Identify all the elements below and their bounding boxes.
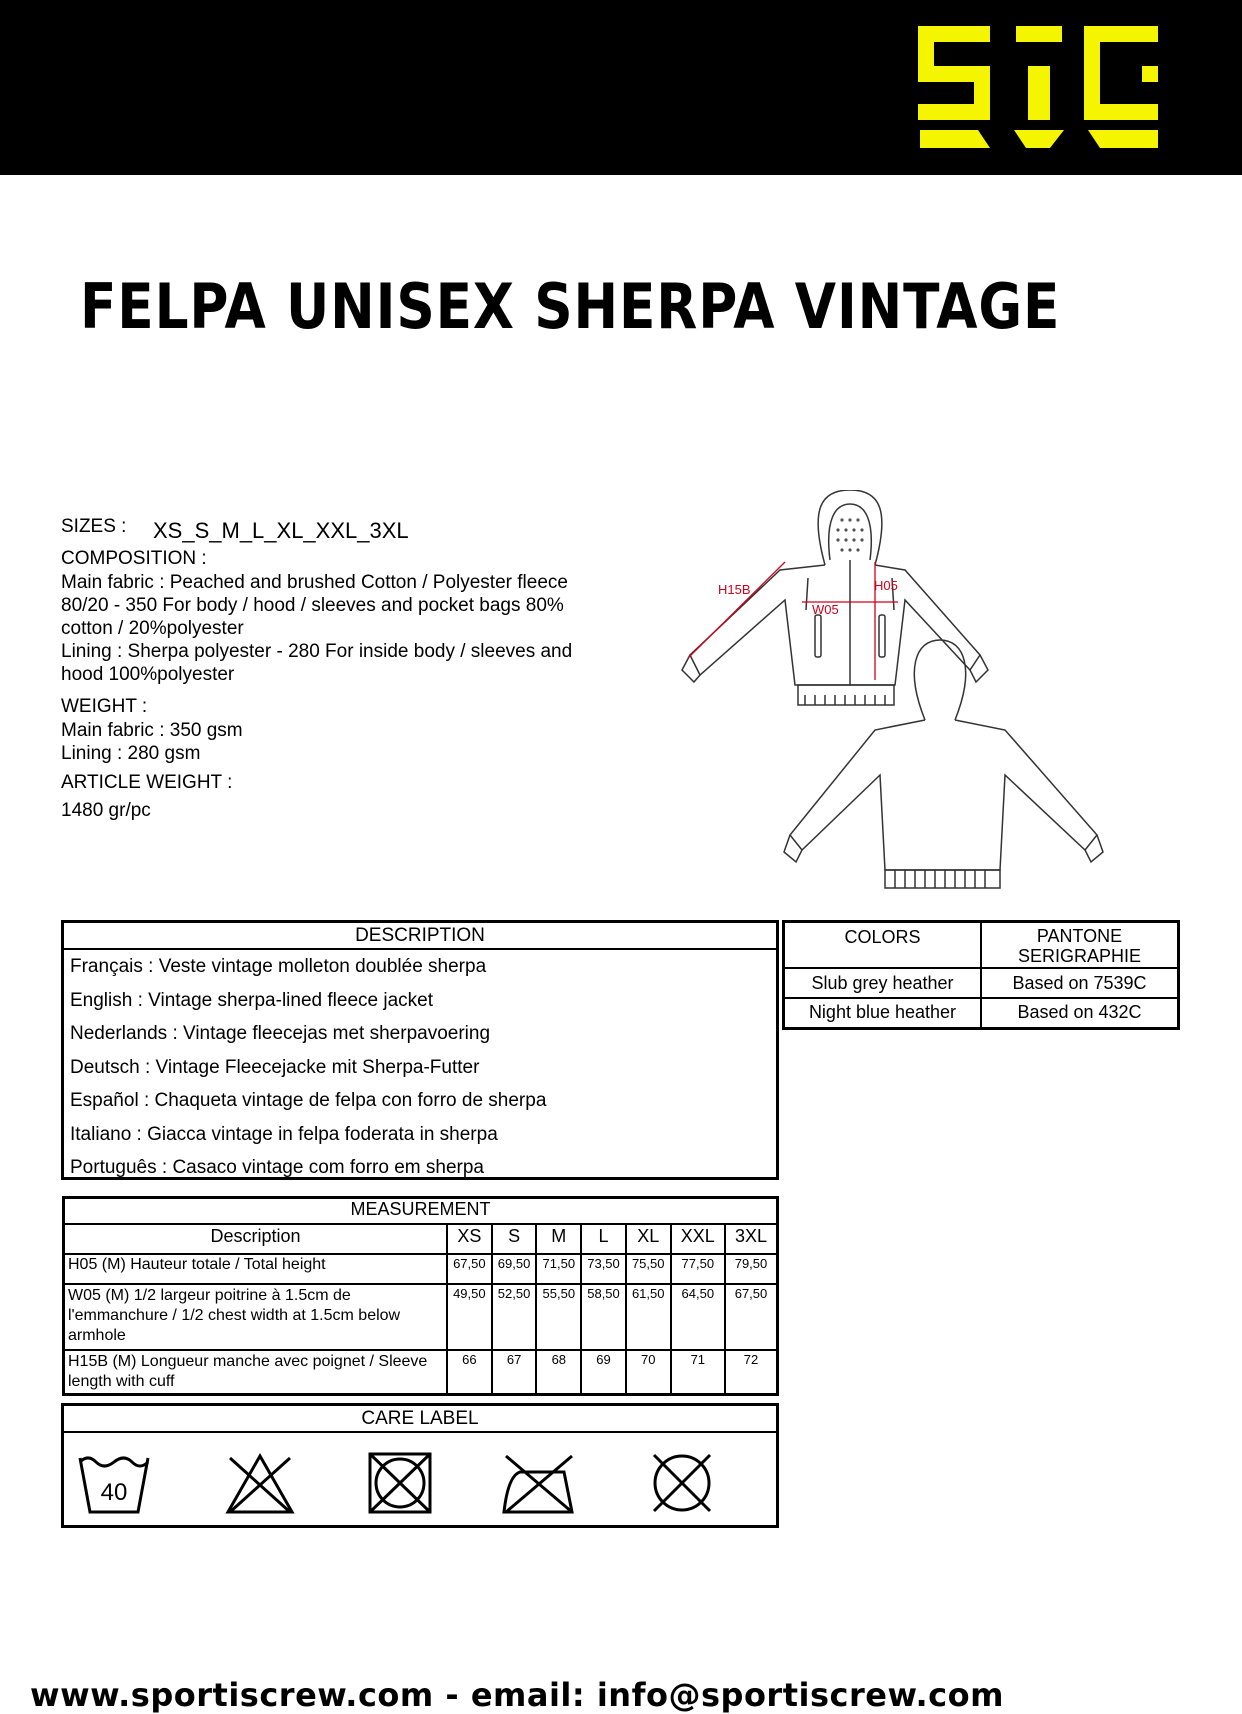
measurement-value: 71,50 (536, 1254, 581, 1284)
care-label-heading: CARE LABEL (64, 1406, 776, 1433)
description-line-nl: Nederlands : Vintage fleecejas met sherpavoering (70, 1023, 491, 1044)
article-weight-value: 1480 gr/pc (61, 800, 151, 821)
size-header: XXL (671, 1224, 725, 1254)
description-box (61, 920, 779, 1180)
description-line-fr: Français : Veste vintage molleton doublée sherpa (70, 956, 487, 977)
measurement-value: 61,50 (626, 1284, 671, 1350)
measurement-value: 66 (447, 1350, 492, 1395)
measurement-value: 67,50 (725, 1284, 778, 1350)
measurement-value: 71 (671, 1350, 725, 1395)
measurement-value: 70 (626, 1350, 671, 1395)
measurement-value: 72 (725, 1350, 778, 1395)
measurement-heading: MEASUREMENT (64, 1198, 778, 1224)
measurement-value: 77,50 (671, 1254, 725, 1284)
no-tumble-dry-icon (362, 1450, 438, 1516)
header-band (0, 0, 1242, 175)
table-row (64, 1284, 778, 1350)
composition-label: COMPOSITION : (61, 548, 207, 569)
colors-table (782, 920, 1180, 1030)
composition-line: hood 100%polyester (61, 664, 235, 685)
measurement-value: 79,50 (725, 1254, 778, 1284)
wash-40-icon (76, 1450, 152, 1516)
colors-heading: COLORS (784, 922, 982, 969)
care-label-box (61, 1403, 779, 1528)
no-iron-icon (500, 1450, 576, 1516)
footer-contact: www.sportiscrew.com - email: info@sportiscrew.com (30, 1676, 1004, 1714)
measurement-value: 55,50 (536, 1284, 581, 1350)
measurement-value: 58,50 (581, 1284, 626, 1350)
no-dry-clean-icon (644, 1450, 720, 1516)
composition-line: 80/20 - 350 For body / hood / sleeves and pocket bags 80% (61, 595, 564, 616)
measurement-value: 49,50 (447, 1284, 492, 1350)
measurement-value: 69 (581, 1350, 626, 1395)
size-header: XS (447, 1224, 492, 1254)
description-line-de: Deutsch : Vintage Fleecejacke mit Sherpa-Futter (70, 1056, 480, 1078)
pantone-heading-line: PANTONE (1036, 926, 1123, 946)
weight-label: WEIGHT : (61, 696, 148, 717)
composition-line: cotton / 20%polyester (61, 618, 244, 639)
measurement-value: 68 (536, 1350, 581, 1395)
description-line-pt: Português : Casaco vintage com forro em sherpa (70, 1157, 484, 1178)
color-pantone: Based on 432C (981, 998, 1179, 1028)
wash-temperature: 40 (100, 1479, 128, 1506)
measurement-value: 64,50 (671, 1284, 725, 1350)
brand-logo (918, 26, 1158, 148)
measurement-value: 52,50 (492, 1284, 537, 1350)
measurement-description-header: Description (64, 1224, 448, 1254)
sizes-value: XS_S_M_L_XL_XXL_3XL (153, 518, 409, 543)
measurement-table (62, 1196, 779, 1396)
measurement-value: 75,50 (626, 1254, 671, 1284)
h05-label: H05 (874, 578, 898, 593)
measurement-value: 67 (492, 1350, 537, 1395)
color-name: Night blue heather (784, 998, 982, 1028)
weight-line: Main fabric : 350 gsm (61, 720, 243, 741)
size-header: M (536, 1224, 581, 1254)
sizes-label: SIZES : (61, 516, 127, 537)
product-title: FELPA UNISEX SHERPA VINTAGE (80, 270, 1061, 343)
size-header: XL (626, 1224, 671, 1254)
pantone-heading-line: SERIGRAPHIE (1017, 946, 1142, 966)
w05-label: W05 (812, 602, 839, 617)
color-name: Slub grey heather (784, 968, 982, 998)
measurement-value: 67,50 (447, 1254, 492, 1284)
description-line-it: Italiano : Giacca vintage in felpa foderata in sherpa (70, 1123, 498, 1145)
h15b-label: H15B (718, 582, 751, 597)
measurement-label: H15B (M) Longueur manche avec poignet / Sleeve length with cuff (64, 1350, 448, 1395)
measurement-value: 73,50 (581, 1254, 626, 1284)
article-weight-label: ARTICLE WEIGHT : (61, 772, 233, 793)
jacket-technical-drawing (670, 490, 1115, 900)
composition-line: Lining : Sherpa polyester - 280 For inside body / sleeves and (61, 641, 573, 662)
measurement-value: 69,50 (492, 1254, 537, 1284)
size-header: S (492, 1224, 537, 1254)
description-heading: DESCRIPTION (64, 923, 776, 950)
weight-line: Lining : 280 gsm (61, 743, 201, 764)
measurement-label: H05 (M) Hauteur totale / Total height (64, 1254, 448, 1284)
composition-line: Main fabric : Peached and brushed Cotton / Polyester fleece (61, 572, 568, 593)
description-line-en: English : Vintage sherpa-lined fleece jacket (70, 989, 433, 1011)
pantone-heading (981, 922, 1179, 969)
size-header: L (581, 1224, 626, 1254)
table-row (64, 1254, 778, 1284)
table-row (64, 1350, 778, 1395)
description-line-es: Español : Chaqueta vintage de felpa con forro de sherpa (70, 1090, 547, 1111)
measurement-label: W05 (M) 1/2 largeur poitrine à 1.5cm de l'emmanchure / 1/2 chest width at 1.5cm below armhole (64, 1284, 448, 1350)
no-bleach-icon (222, 1450, 298, 1516)
size-header: 3XL (725, 1224, 778, 1254)
color-pantone: Based on 7539C (981, 968, 1179, 998)
